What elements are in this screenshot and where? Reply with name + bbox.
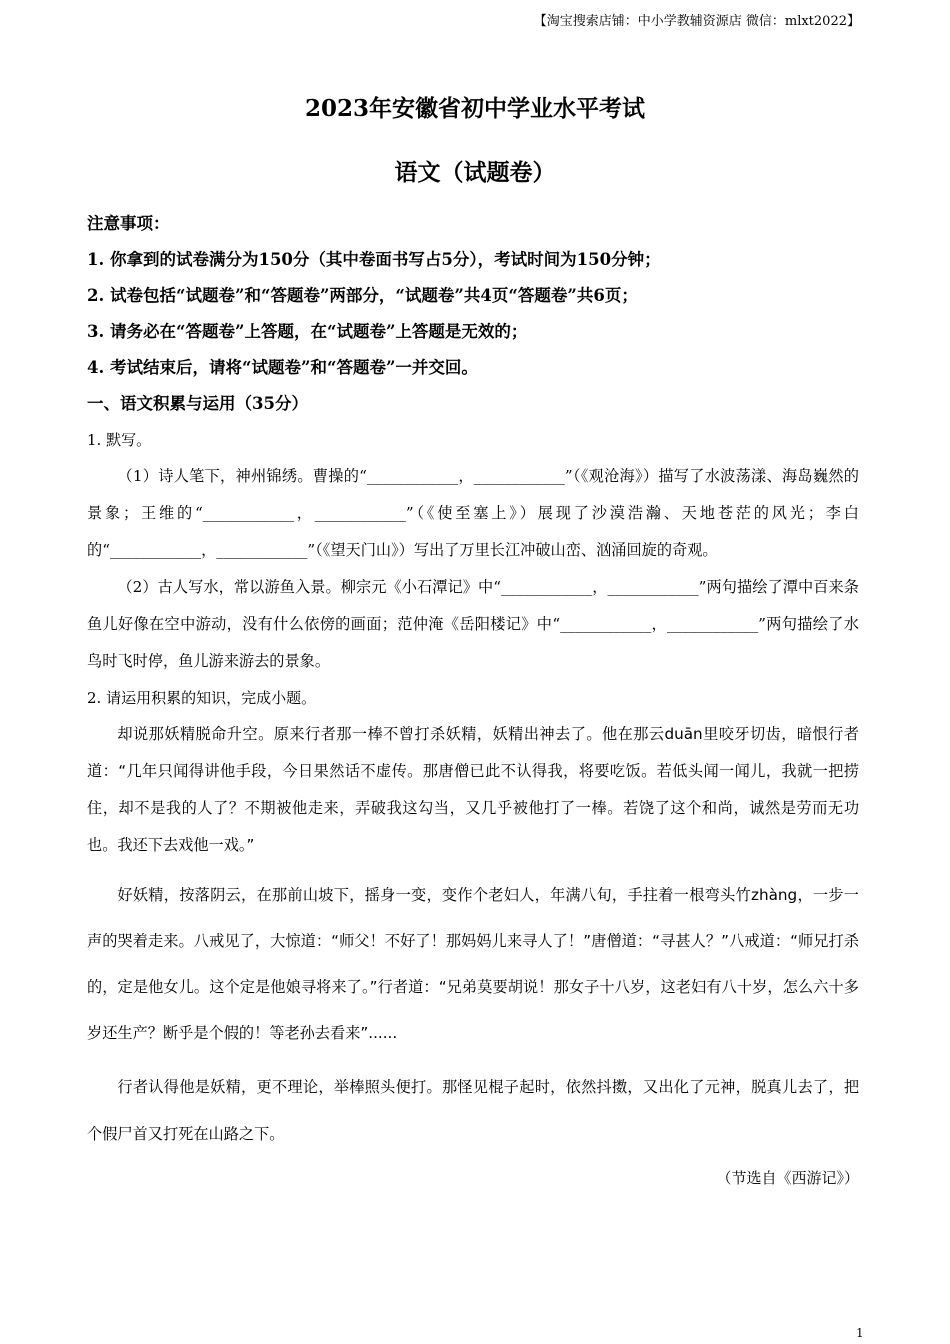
- question-2-label: 2. 请运用积累的知识，完成小题。: [87, 689, 317, 707]
- notice-item-2: 2. 试卷包括“试题卷”和“答题卷”两部分，“试题卷”共4页“答题卷”共6页；: [87, 286, 638, 305]
- exam-content: [87, 206, 859, 1196]
- header-watermark-note: 【淘宝搜索店铺：中小学教辅资源店 微信：mlxt2022】: [533, 14, 860, 29]
- section-1-heading: 一、语文积累与运用（35分）: [87, 394, 308, 413]
- exam-title: 2023年安徽省初中学业水平考试: [304, 95, 645, 122]
- notice-item-1: 1. 你拿到的试卷满分为150分（其中卷面书写占5分），考试时间为150分钟；: [87, 250, 661, 269]
- question-1-label: 1. 默写。: [87, 431, 152, 449]
- question-1-part-1: （1）诗人笔下，神州锦绣。曹操的“____________，____________”（《观沧海》）描写了水波荡漾、海岛巍然的景象；王维的“____________，____________”（《使至塞上》）展现了沙漠浩瀚、天地苍茫的风光；李白的“____________，____________”（《望天门山》）写出了万里长江冲破山峦、汹涌回旋的奇观。: [87, 467, 859, 559]
- story-paragraph-3: 行者认得他是妖精，更不理论，举棒照头便打。那怪见棍子起时，依然抖擞，又出化了元神，脱真儿去了，把个假尸首又打死在山路之下。: [87, 1078, 859, 1143]
- exam-subtitle: 语文（试题卷）: [394, 159, 556, 186]
- excerpt-source: （节选自《西游记》）: [716, 1169, 859, 1187]
- story-paragraph-1: 却说那妖精脱命升空。原来行者那一棒不曾打杀妖精，妖精出神去了。他在那云duān里咬牙切齿，暗恨行者道：“几年只闻得讲他手段，今日果然话不虚传。那唐僧已此不认得我，将要吃饭。若低头闻一闻儿，我就一把捞住，却不是我的人了？不期被他走来，弄破我这勾当，又几乎被他打了一棒。若饶了这个和尚，诚然是劳而无功也。我还下去戏他一戏。”: [87, 725, 859, 854]
- notice-item-4: 4. 考试结束后，请将“试题卷”和“答题卷”一并交回。: [87, 358, 478, 377]
- page-number: 1: [856, 1326, 864, 1340]
- notice-heading: 注意事项：: [87, 214, 170, 233]
- story-paragraph-2: 好妖精，按落阴云，在那前山坡下，摇身一变，变作个老妇人，年满八旬，手拄着一根弯头竹zhàng，一步一声的哭着走来。八戒见了，大惊道：“师父！不好了！那妈妈儿来寻人了！”唐僧道：“寻甚人？”八戒道：“师兄打杀的，定是他女儿。这个定是他娘寻将来了。”行者道：“兄弟莫要胡说！那女子十八岁，这老妇有八十岁，怎么六十多岁还生产？断乎是个假的！等老孙去看来”......: [87, 886, 859, 1042]
- question-1-part-2: （2）古人写水，常以游鱼入景。柳宗元《小石潭记》中“____________，____________”两句描绘了潭中百来条鱼儿好像在空中游动，没有什么依傍的画面；范仲淹《岳阳楼记》中“____________，____________”两句描绘了水鸟时飞时停，鱼儿游来游去的景象。: [87, 578, 859, 670]
- notice-item-3: 3. 请务必在“答题卷”上答题，在“试题卷”上答题是无效的；: [87, 322, 528, 341]
